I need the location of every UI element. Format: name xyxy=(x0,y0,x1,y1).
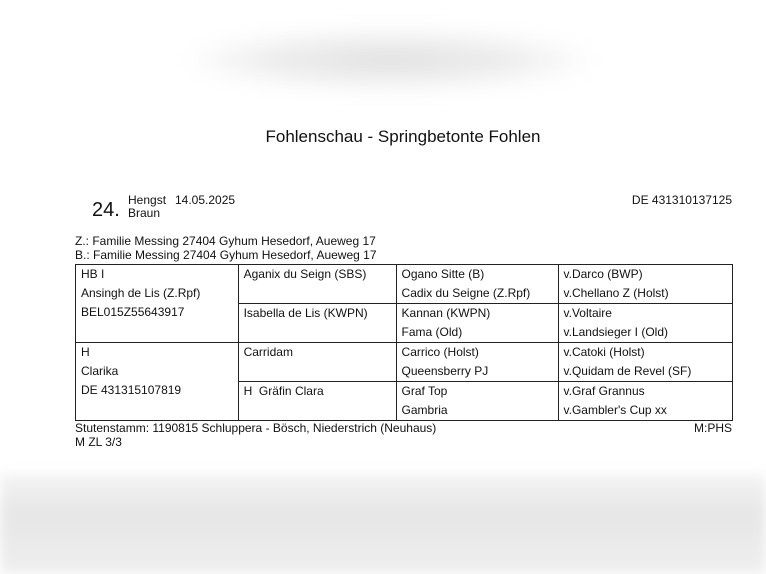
gen4-cell xyxy=(558,304,733,343)
gen4-name: v.Landsieger I (Old) xyxy=(563,325,668,339)
dam-sire-name: Carridam xyxy=(243,345,293,359)
dam-dam-name: H Gräfin Clara xyxy=(243,384,324,398)
entry-birth-date: 14.05.2025 xyxy=(175,193,236,207)
entry-number: 24. xyxy=(92,199,120,221)
dam-cell xyxy=(76,343,239,421)
stutenstamm-line: Stutenstamm: 1190815 Schluppera - Bösch, Niederstrich (Neuhaus) xyxy=(75,421,437,435)
gen3-name: Graf Top xyxy=(401,384,448,398)
table-row xyxy=(76,343,733,382)
sire-cell xyxy=(76,265,239,343)
gen3-cell xyxy=(396,304,558,343)
gen4-name: v.Catoki (Holst) xyxy=(563,345,645,359)
gen3-name: Gambria xyxy=(401,403,448,417)
sire-label: HB I xyxy=(81,267,105,281)
entry-color: Braun xyxy=(128,206,161,220)
gen3-cell xyxy=(396,343,558,382)
gen4-cell xyxy=(558,343,733,382)
sire-dam-name: Isabella de Lis (KWPN) xyxy=(243,306,368,320)
gen3-cell xyxy=(396,382,558,421)
sire-sire-name: Aganix du Seign (SBS) xyxy=(243,267,367,281)
gen4-cell xyxy=(558,382,733,421)
sire-id: BEL015Z55643917 xyxy=(81,305,185,319)
owner-line: B.: Familie Messing 27404 Gyhum Hesedorf, Aueweg 17 xyxy=(75,248,377,262)
entry-sex: Hengst xyxy=(128,193,167,207)
code-label: M:PHS xyxy=(693,421,732,435)
sire-dam-cell xyxy=(238,304,396,343)
gen4-name: v.Chellano Z (Holst) xyxy=(563,286,669,300)
gen3-name: Queensberry PJ xyxy=(401,364,489,378)
blurred-header-region xyxy=(190,30,590,90)
gen3-name: Carrico (Holst) xyxy=(401,345,479,359)
gen4-cell xyxy=(558,265,733,304)
gen4-name: v.Quidam de Revel (SF) xyxy=(563,364,692,378)
gen4-name: v.Darco (BWP) xyxy=(563,267,643,281)
gen3-cell xyxy=(396,265,558,304)
dam-sire-cell xyxy=(238,343,396,382)
dam-name: Clarika xyxy=(81,364,119,378)
entry-ueln: DE 431310137125 xyxy=(631,193,732,207)
gen4-name: v.Gambler's Cup xx xyxy=(563,403,667,417)
gen4-name: v.Graf Grannus xyxy=(563,384,645,398)
dam-id: DE 431315107819 xyxy=(81,383,182,397)
sire-name: Ansingh de Lis (Z.Rpf) xyxy=(81,286,201,300)
page-title: Fohlenschau - Springbetonte Fohlen xyxy=(265,127,541,146)
status-line: M ZL 3/3 xyxy=(75,435,122,449)
gen3-name: Kannan (KWPN) xyxy=(401,306,491,320)
pedigree-table xyxy=(75,264,733,421)
breeder-line: Z.: Familie Messing 27404 Gyhum Hesedorf, Aueweg 17 xyxy=(75,234,376,248)
gen3-name: Cadix du Seigne (Z.Rpf) xyxy=(401,286,531,300)
table-row xyxy=(76,265,733,304)
gen3-name: Ogano Sitte (B) xyxy=(401,267,485,281)
blurred-footer-region xyxy=(0,474,766,574)
sire-sire-cell xyxy=(238,265,396,304)
dam-dam-cell xyxy=(238,382,396,421)
gen4-name: v.Voltaire xyxy=(563,306,612,320)
gen3-name: Fama (Old) xyxy=(401,325,463,339)
dam-label: H xyxy=(81,345,90,359)
